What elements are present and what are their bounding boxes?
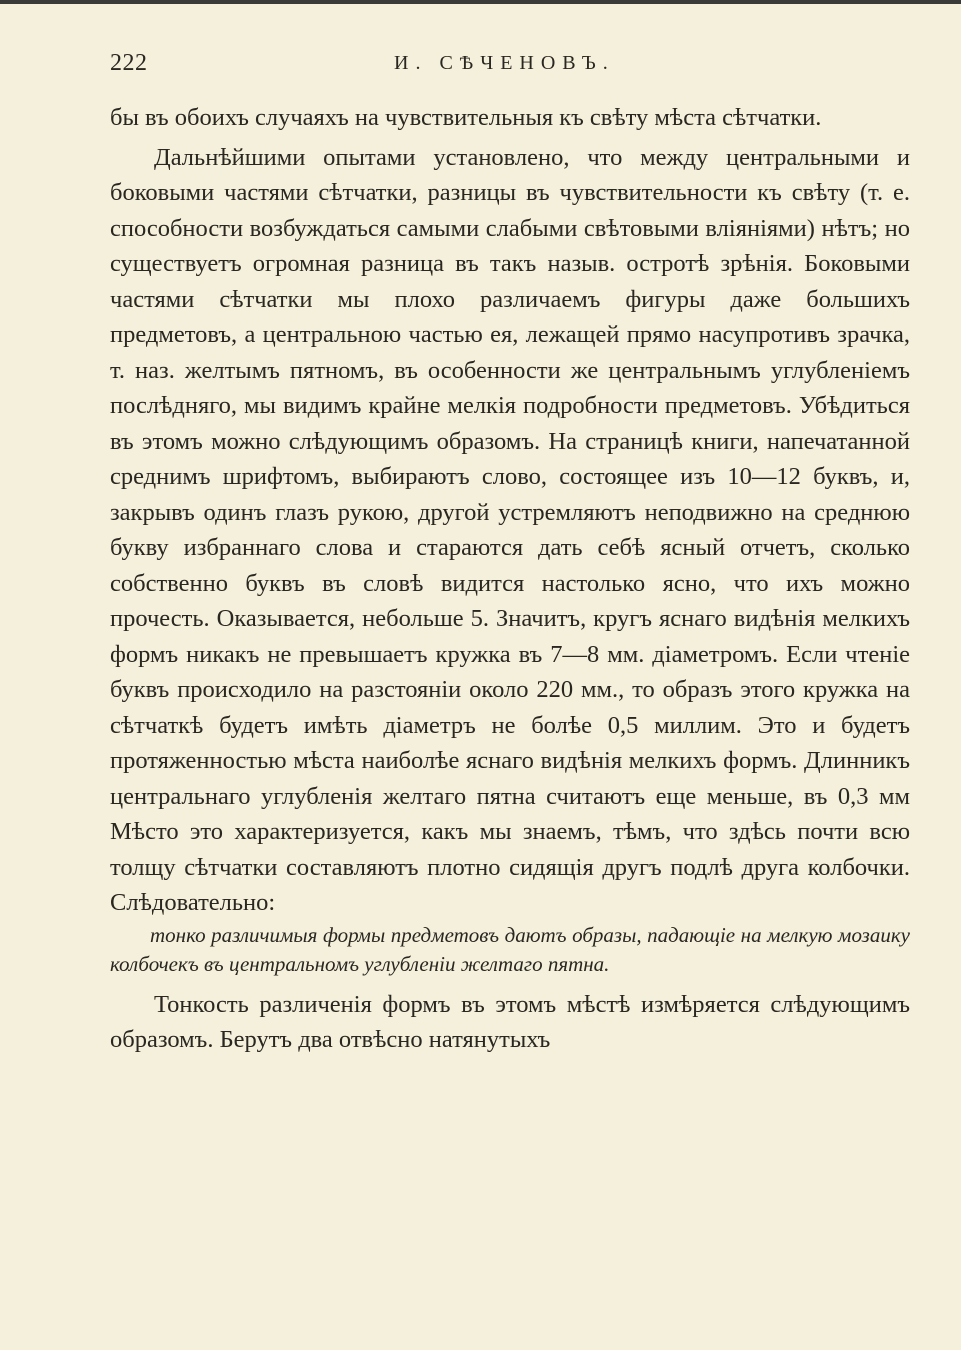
paragraph-main: Дальнѣйшими опытами установлено, что между центральными и боковыми частями сѣтчатки, разницы въ чувствительности къ свѣту (т. е. способности возбуждаться самыми слабыми свѣтовыми вліяніями) нѣтъ; но существуетъ огромная разница въ такъ назыв. остротѣ зрѣнія. Боковыми частями сѣтчатки мы плохо различаемъ фигуры даже большихъ предметовъ, а центральною частью ея, лежащей прямо насупротивъ зрачка, т. наз. желтымъ пятномъ, въ особенности же центральнымъ углубленіемъ послѣдняго, мы видимъ крайне мелкія подробности предметовъ. Убѣдиться въ этомъ можно слѣдующимъ образомъ. На страницѣ книги, напечатанной среднимъ шрифтомъ, выбираютъ слово, состоящее изъ 10—12 буквъ, и, закрывъ одинъ глазъ рукою, другой устремляютъ неподвижно на среднюю букву избраннаго слова и стараются дать себѣ ясный отчетъ, сколько собственно буквъ въ словѣ видится настолько ясно, что ихъ можно прочесть. Оказывается, небольше 5. Значитъ, кругъ яснаго видѣнія мелкихъ формъ никакъ не превышаетъ кружка въ 7—8 мм. діаметромъ. Если чтеніе буквъ происходило на разстояніи около 220 мм., то образъ этого кружка на сѣтчаткѣ будетъ имѣть діаметръ не болѣе 0,5 миллим. Это и будетъ протяженностью мѣста наиболѣе яснаго видѣнія мелкихъ формъ. Длинникъ центральнаго углубленія желтаго пятна считаютъ еще меньше, въ 0,3 мм Мѣсто это характеризуется, какъ мы знаемъ, тѣмъ, что здѣсь почти всю толщу сѣтчатки составляютъ плотно сидящія другъ подлѣ друга колбочки. Слѣдовательно: bbox=[110, 143, 910, 916]
paragraph-next: Тонкость различенія формъ въ этомъ мѣстѣ измѣряется слѣдующимъ образомъ. Берутъ два отвѣсно натянутыхъ bbox=[110, 990, 910, 1053]
page-number: 222 bbox=[110, 50, 148, 76]
page-header bbox=[110, 40, 910, 84]
body-text bbox=[110, 100, 910, 1058]
book-page bbox=[110, 40, 910, 1058]
running-head: И. СѢЧЕНОВЪ. bbox=[394, 52, 615, 74]
italic-conclusion: тонко различимыя формы предметовъ даютъ образы, падающіе на мелкую мозаику колбочекъ въ центральномъ углубленіи желтаго пятна. bbox=[110, 922, 910, 976]
top-border bbox=[0, 0, 961, 4]
paragraph-continued: бы въ обоихъ случаяхъ на чувствительныя къ свѣту мѣста сѣтчатки. bbox=[110, 104, 822, 131]
